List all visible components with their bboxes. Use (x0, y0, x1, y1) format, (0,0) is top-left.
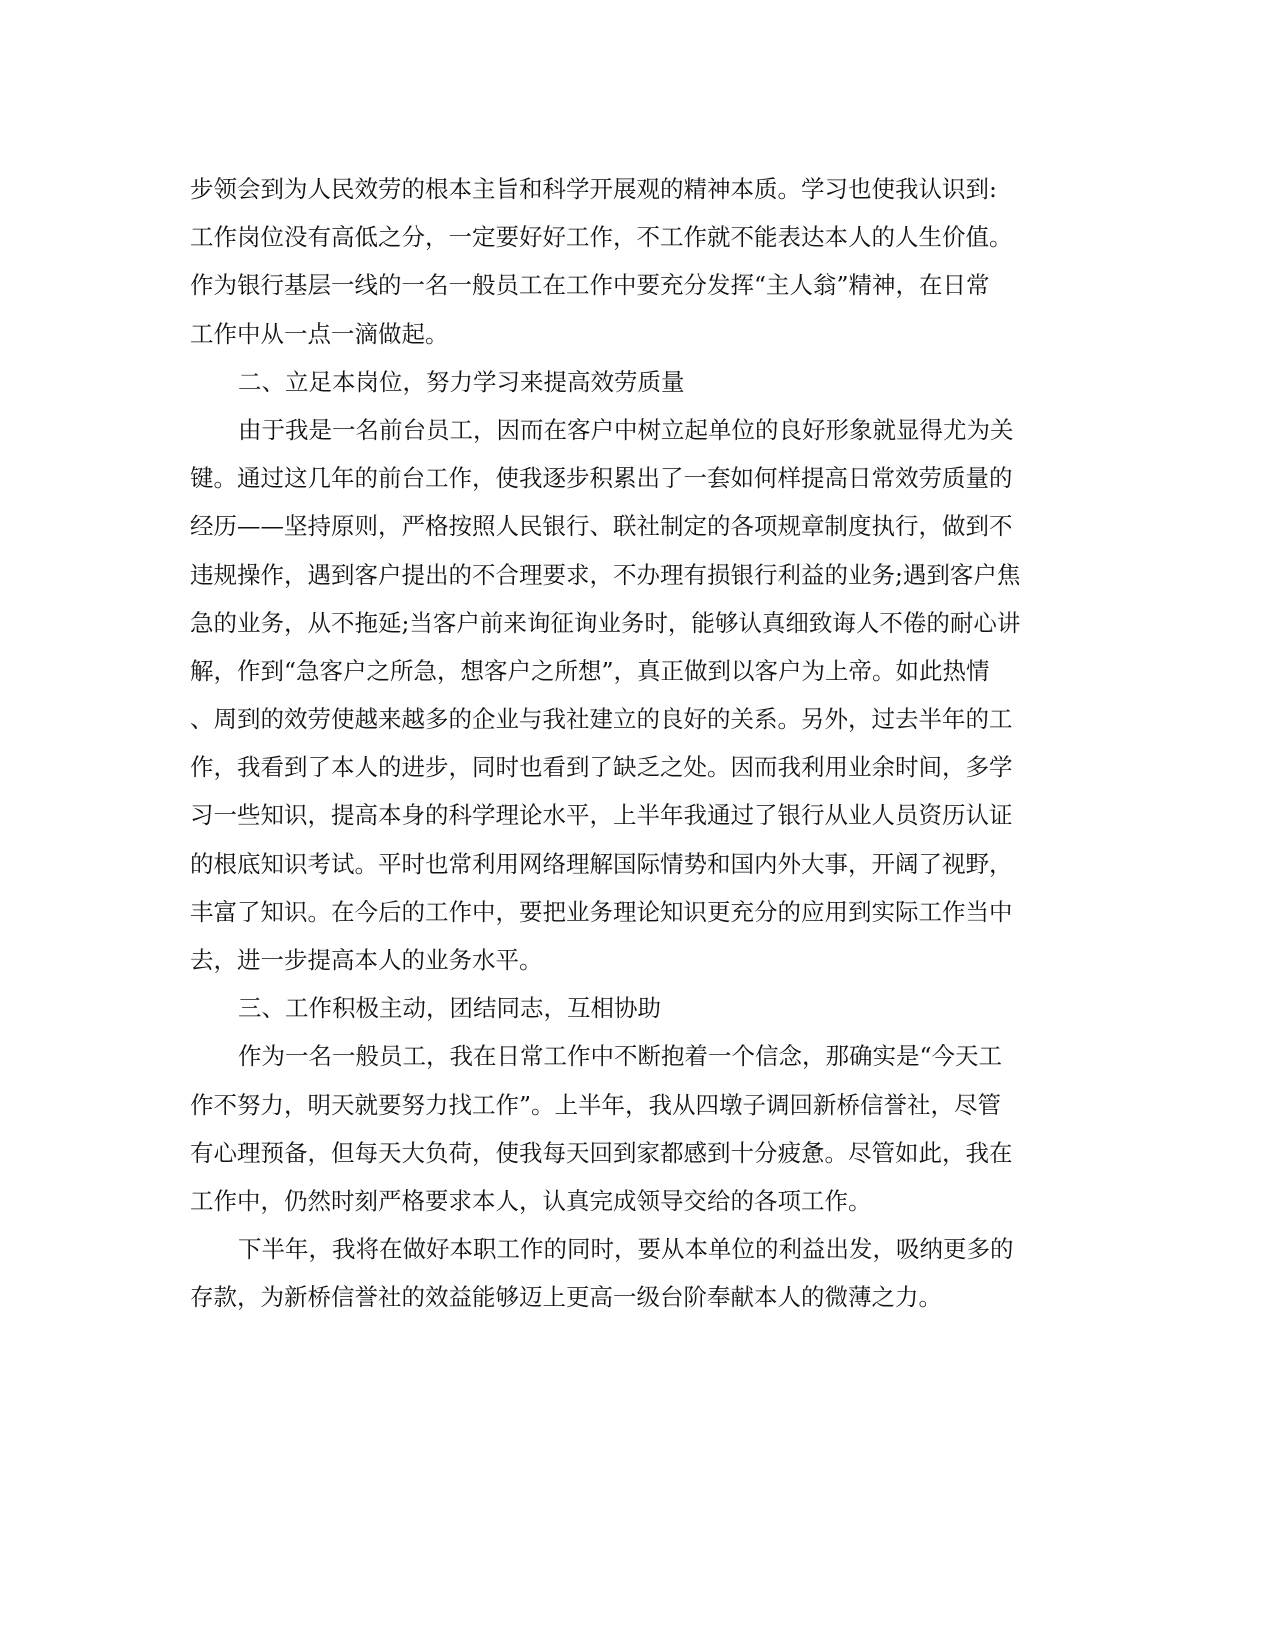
text-line: 有心理预备，但每天大负荷，使我每天回到家都感到十分疲惫。尽管如此，我在 (190, 1138, 1013, 1167)
text-line: 作为银行基层一线的一名一般员工在工作中要充分发挥“主人翁”精神，在日常 (190, 271, 990, 300)
text-line: 违规操作，遇到客户提出的不合理要求，不办理有损银行利益的业务;遇到客户焦 (190, 560, 1021, 589)
section-heading-2 (190, 358, 1075, 406)
document-body (190, 165, 1075, 1322)
text-line: 作，我看到了本人的进步，同时也看到了缺乏之处。因而我利用业余时间，多学 (190, 753, 1013, 782)
section-heading-3 (190, 984, 1075, 1032)
text-line: 工作中从一点一滴做起。 (190, 319, 449, 348)
paragraph-4 (190, 1225, 1075, 1321)
text-line: 由于我是一名前台员工，因而在客户中树立起单位的良好形象就显得尤为关 (238, 415, 1014, 444)
paragraph-1 (190, 165, 1075, 358)
text-line: 的根底知识考试。平时也常利用网络理解国际情势和国内外大事，开阔了视野， (190, 849, 1013, 878)
text-line: 经历——坚持原则，严格按照人民银行、联社制定的各项规章制度执行，做到不 (190, 512, 1013, 541)
text-line: 去，进一步提高本人的业务水平。 (190, 946, 543, 974)
text-line: 解，作到“急客户之所急，想客户之所想”，真正做到以客户为上帝。如此热情 (190, 656, 990, 685)
text-line: 习一些知识，提高本身的科学理论水平，上半年我通过了银行从业人员资历认证 (190, 801, 1013, 830)
text-line: 存款，为新桥信誉社的效益能够迈上更高一级台阶奉献本人的微薄之力。 (190, 1283, 942, 1312)
text-line: 丰富了知识。在今后的工作中，要把业务理论知识更充分的应用到实际工作当中 (190, 897, 1013, 926)
text-line: 下半年，我将在做好本职工作的同时，要从本单位的利益出发，吸纳更多的 (238, 1235, 1014, 1264)
text-line: 、周到的效劳使越来越多的企业与我社建立的良好的关系。另外，过去半年的工 (190, 705, 1013, 734)
text-line: 急的业务，从不拖延;当客户前来询征询业务时，能够认真细致诲人不倦的耐心讲 (190, 608, 1021, 637)
paragraph-2 (190, 406, 1075, 984)
text-line: 键。通过这几年的前台工作，使我逐步积累出了一套如何样提高日常效劳质量的 (190, 464, 1013, 493)
text-line: 工作岗位没有高低之分，一定要好好工作，不工作就不能表达本人的人生价值。 (190, 223, 1013, 252)
paragraph-3 (190, 1032, 1075, 1225)
text-line: 工作中，仍然时刻严格要求本人，认真完成领导交给的各项工作。 (190, 1186, 872, 1215)
text-line: 作为一名一般员工，我在日常工作中不断抱着一个信念，那确实是“今天工 (238, 1042, 1003, 1071)
text-line: 作不努力，明天就要努力找工作”。上半年，我从四墩子调回新桥信誉社，尽管 (190, 1090, 1002, 1119)
text-line: 步领会到为人民效劳的根本主旨和科学开展观的精神本质。学习也使我认识到: (190, 175, 997, 203)
heading-line: 二、立足本岗位，努力学习来提高效劳质量 (238, 367, 685, 396)
heading-line: 三、工作积极主动，团结同志，互相协助 (238, 994, 661, 1023)
